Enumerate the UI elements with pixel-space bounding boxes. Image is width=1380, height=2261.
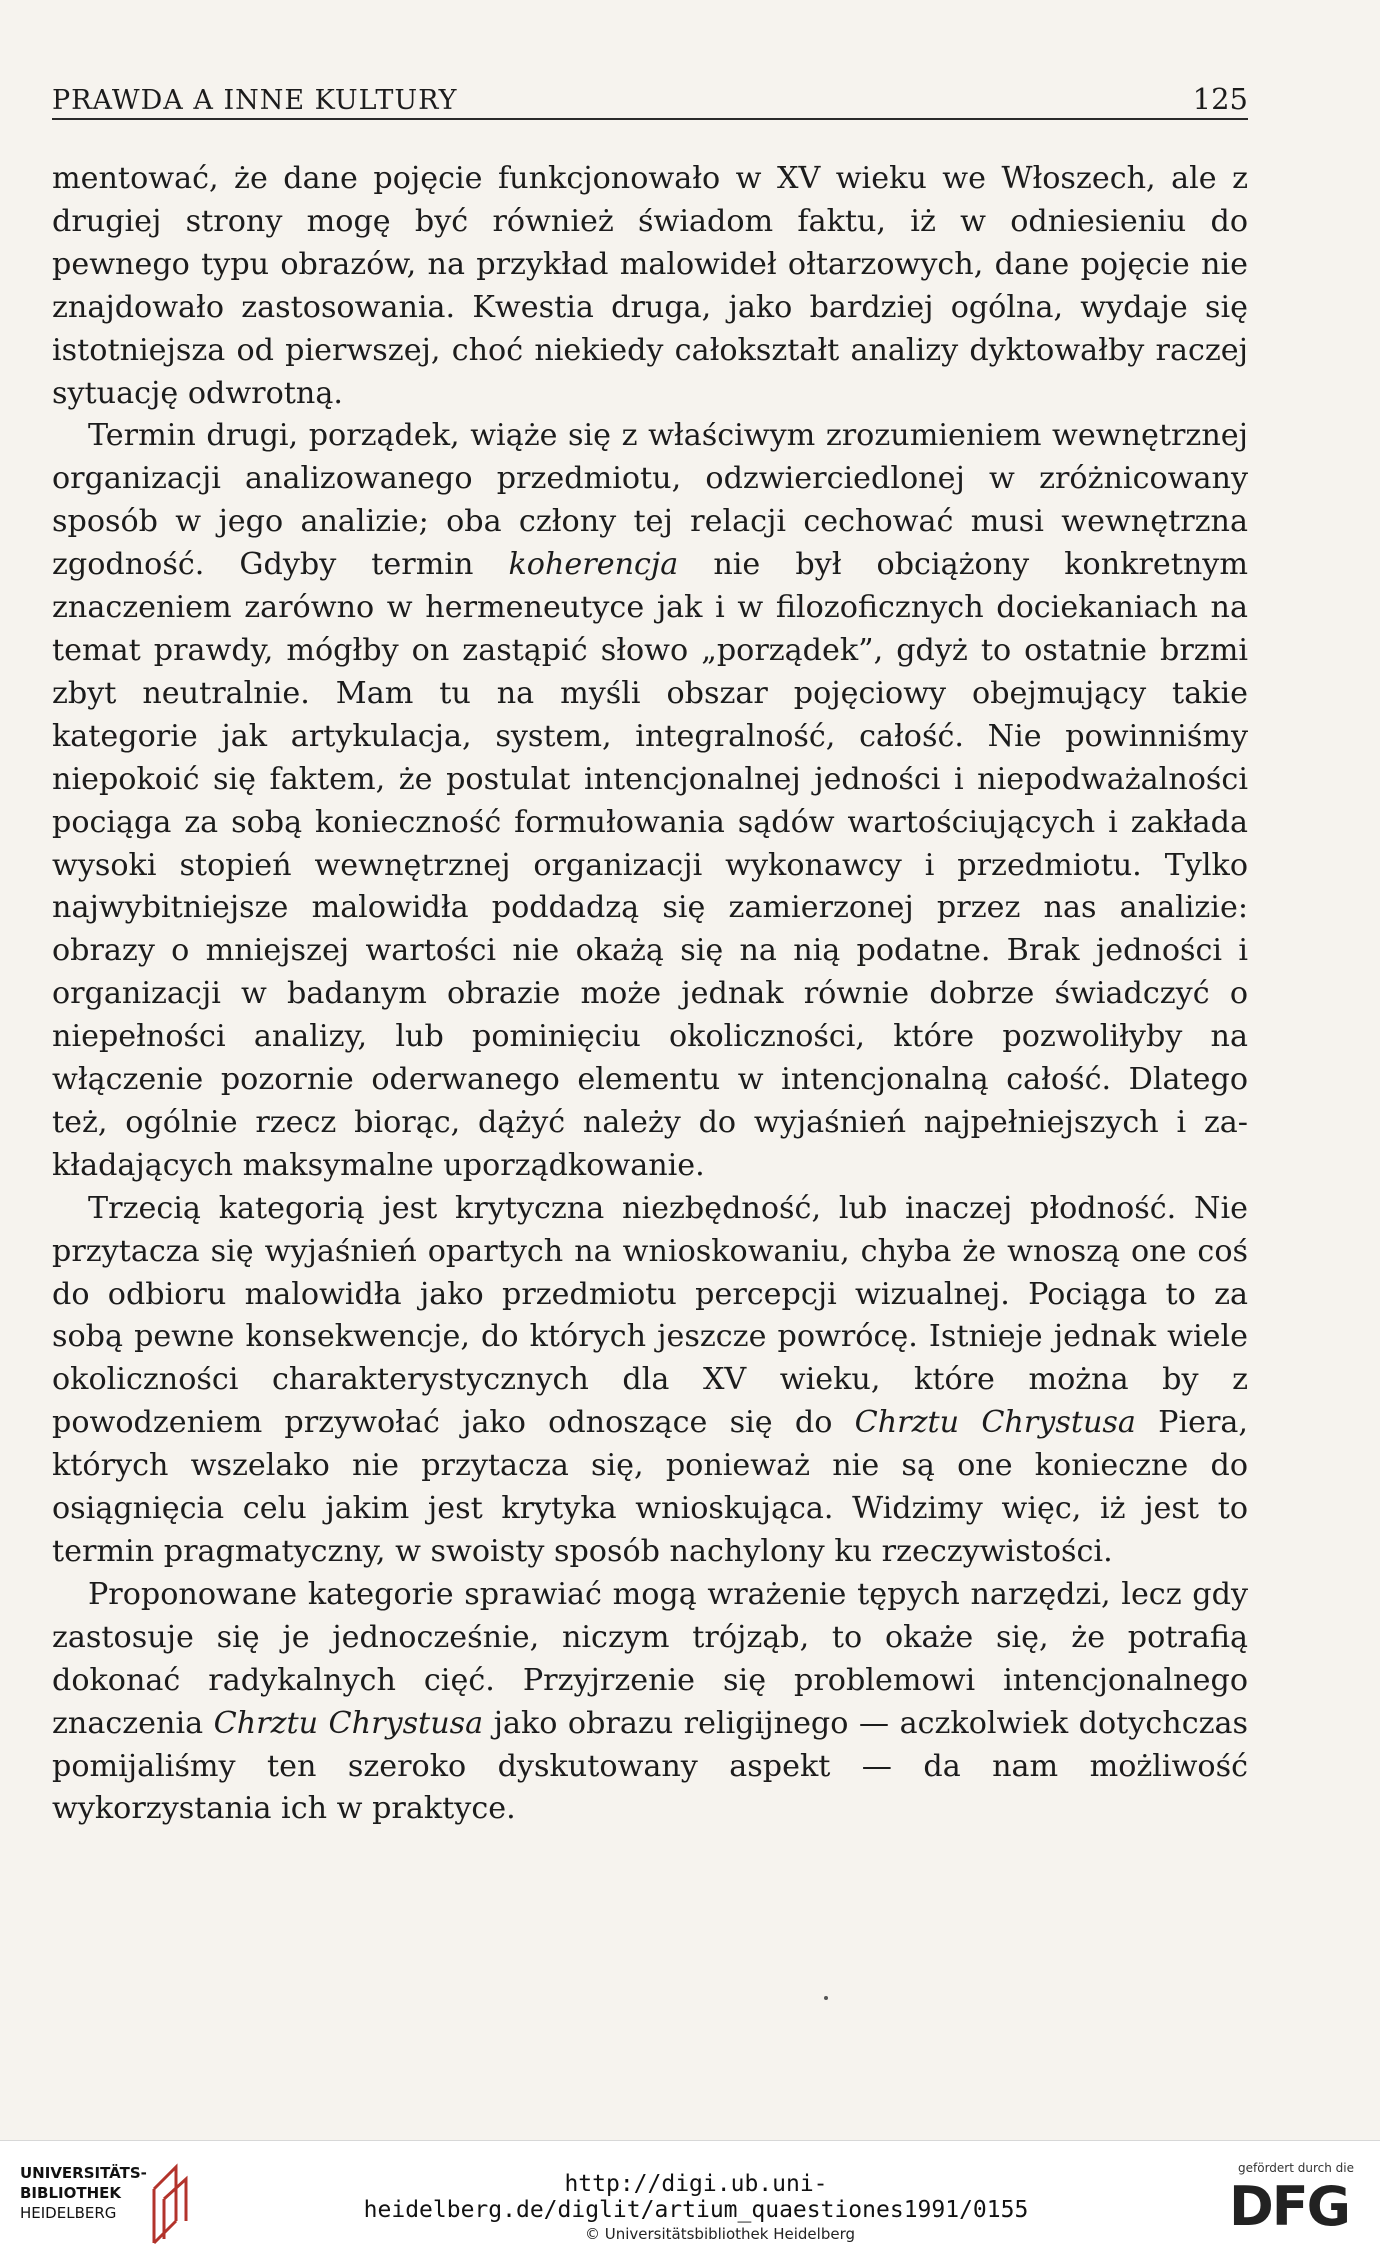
library-name-line: BIBLIOTHEK [20, 2184, 121, 2202]
library-name-line: HEIDELBERG [20, 2204, 117, 2222]
italic-title: koherencja [508, 547, 679, 583]
scan-speck [824, 1996, 828, 2000]
paragraph [52, 415, 1248, 1187]
paragraph [52, 1574, 1248, 1831]
italic-title: Chrztu Chrystusa [854, 1405, 1136, 1441]
body-text [52, 158, 1248, 1831]
text-run: mentować, że dane pojęcie funkcjonowało w XV wieku we Włoszech, ale z drugiej strony mogę być również świadom faktu, iż w odniesieniu do pewnego typu obrazów, na przykład malowideł ołtarzowych, dane pojęcie nie znajdowało zastosowania. Kwestia druga, jako bardziej ogólna, wydaje się istotniejsza od pierwszej, choć niekiedy całokształt analizy dyktowałby raczej sytuację odwrotną. [52, 161, 1248, 411]
digital-copy-link[interactable]: http://digi.ub.uni-heidelberg.de/diglit/artium_quaestiones1991/0155 [363, 2171, 1029, 2223]
paragraph [52, 1188, 1248, 1574]
library-logo-icon [146, 2159, 196, 2247]
funding-note: gefördert durch die [1238, 2161, 1354, 2175]
library-name [20, 2163, 150, 2223]
dfg-logo: DFG [1228, 2175, 1350, 2238]
copyright-notice: © Universitätsbibliothek Heidelberg [584, 2225, 855, 2243]
running-head: PRAWDA A INNE KULTURY [52, 85, 458, 116]
text-run: jako obrazu religijnego — aczkolwiek dotychczas pomijaliśmy ten szeroko dyskutowany aspekt — da nam możliwość wykorzystania ich w praktyce. [52, 1705, 1248, 1827]
italic-title: Chrztu Chrystusa [213, 1705, 484, 1741]
page-number: 125 [1192, 82, 1248, 116]
text-run: Termin drugi, porządek, wiąże się z właściwym zrozumieniem wewnętrznej organizacji analizowanego przedmiotu, odzwierciedlonej w zróżnicowany sposób w jego analizie; oba człony tej relacji cechować musi wewnętrzna zgodność. Gdyby termin [52, 418, 1248, 583]
text-run: Proponowane kategorie sprawiać mogą wrażenie tępych narzędzi, lecz gdy zastosuje się je jednocześnie, niczym trójząb, to okaże się, że potrafią dokonać radykalnych cięć. Przyjrzenie się problemowi intencjonalnego znaczenia [52, 1576, 1248, 1741]
text-run: Trzecią kategorią jest krytyczna niezbędność, lub inaczej płodność. Nie przytacza się wyjaśnień opartych na wnioskowaniu, chyba że wnoszą one coś do odbioru malowidła jako przedmiotu percepcji wizualnej. Pociąga to za sobą pewne konsekwencje, do których jeszcze powrócę. Istnieje jednak wiele okoliczności charakterystycznych dla XV wieku, które można by z powodzeniem przywołać jako odnoszące się do [52, 1190, 1248, 1441]
library-name-line: UNIVERSITÄTS- [20, 2164, 147, 2182]
paragraph [52, 158, 1248, 415]
page-header [52, 78, 1248, 120]
text-run: Piera, których wszelako nie przytacza się, ponieważ nie są one konieczne do osiągnięcia celu jakim jest krytyka wnioskująca. Widzimy więc, iż jest to termin pragmatyczny, w swoisty sposób nachylony ku rzeczywistości. [52, 1405, 1248, 1569]
text-run: nie był obciążony konkretnym znaczeniem zarówno w hermeneutyce jak i w filozoficznych dociekaniach na temat prawdy, mógłby on zastąpić słowo „porządek”, gdyż to ostatnie brzmi zbyt neutralnie. Mam tu na myśli obszar pojęciowy obejmujący takie kategorie jak artykulacja, system, integralność, całość. Nie powinniśmy niepokoić się faktem, że postulat intencjonalnej jedności i niepodważalności pociąga za sobą konieczność formułowania sądów wartościujących i zakłada wysoki stopień wewnętrznej organizacji wykonawcy i przedmiotu. Tylko najwybitniejsze malowidła poddadzą się zamierzonej przez nas analizie: obrazy o mniejszej wartości nie okażą się na nią podatne. Brak jedności i organizacji w badanym obrazie może jednak równie dobrze świadczyć o niepełności analizy, lub pominięciu okoliczności, które pozwoliłyby na włączenie pozornie oderwanego elementu w intencjonalną całość. Dlatego też, ogólnie rzecz biorąc, dążyć należy do wyjaśnień najpełniejszych i zakładających maksymalne uporządkowanie. [52, 547, 1248, 1183]
digitization-footer [0, 2140, 1380, 2261]
